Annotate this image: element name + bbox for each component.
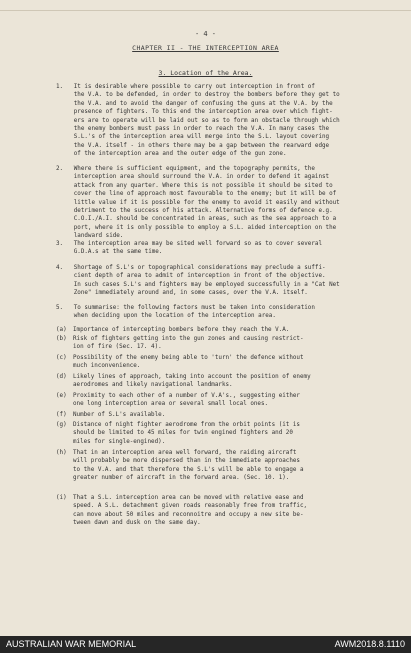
archive-footer (0, 636, 411, 653)
factor-label: (f) (56, 412, 67, 418)
factor-label: (g) (56, 422, 67, 428)
paragraph-3: 3. The interception area may be sited well forward so as to cover several G.D.A.s at the same time. (56, 241, 322, 256)
factor-label: (c) (56, 355, 67, 361)
page-number: - 4 - (194, 30, 217, 38)
factor-text: Possibility of the enemy being able to 'turn' the defence without much inconvenience. (73, 355, 304, 370)
factor-text: Proximity to each other of a number of V.A's., suggesting either one long interception area or several small local ones. (73, 393, 300, 408)
factor-text: That in an interception area well forward, the raiding aircraft will probably be more dispersed than in the immediate approaches to the V.A. and that therefore the S.L's will be able to engage a greater number of aircraft in the forward area. (Sec. 10. 1). (73, 450, 304, 482)
paragraph-5: 5. To summarise: the following factors must be taken into consideration when deciding upon the location of the interception area. (56, 305, 315, 320)
factor-label: (e) (56, 393, 67, 399)
factor-text: Importance of intercepting bombers before they reach the V.A. (73, 327, 290, 333)
page-fold-line (0, 10, 411, 11)
factor-text: That a S.L. interception area can be moved with relative ease and speed. A S.L. detachment given roads reasonably free from traffic, can move about 50 miles and reconnoitre and occupy a new site be- tween dawn and dusk on the same day. (73, 495, 308, 527)
factor-text: Number of S.L's available. (73, 412, 166, 418)
factor-text: Likely lines of approach, taking into account the position of enemy aerodromes and likely navigational landmarks. (73, 374, 311, 389)
factor-label: (h) (56, 450, 67, 456)
paragraph-1: 1. It is desirable where possible to carry out interception in front of the V.A. to be defended, in order to destroy the bombers before they get to the V.A. and to avoid the danger of confusing the guns at the V.A. by the presence of fighters. To this end the interception area over which fight- ers are to operate will be laid out so as to form an obstacle through which the enemy bombers must pass in order to reach the V.A. In many cases the S.L.'s of the interception area will merge into the S.L. layout covering the V.A. itself - in others there may be a gap between the rearward edge of the interception area and the outer edge of the gun zone. (56, 84, 340, 158)
section-heading: 3. Location of the Area. (158, 69, 253, 77)
factor-label: (a) (56, 327, 67, 333)
paragraph-2: 2. Where there is sufficient equipment, and the topography permits, the interception area should surround the V.A. in order to defend it against attack from any quarter. Where this is not possible it should be sited to cover the line of approach most favourable to the enemy; but it will be of little value if it is possible for the enemy to avoid it easily and without detriment to the success of his attack. Alternative forms of defence e.g. C.O.I./A.I. should be concentrated in areas, such as the sea approach to a port, where it is only possible to employ a S.L. aided interception on the landward side. (56, 166, 340, 240)
factor-text: Distance of night fighter aerodrome from the orbit points (it is should be limited to 45 miles for twin engined fighters and 20 miles for single-engined). (73, 422, 300, 445)
archive-name: AUSTRALIAN WAR MEMORIAL (6, 639, 137, 649)
factor-label: (d) (56, 374, 67, 380)
archive-reference: AWM2018.8.1110 (334, 639, 405, 649)
factor-label: (i) (56, 495, 67, 501)
factor-text: Risk of fighters getting into the gun zones and causing restrict- ion of fire (Sec. 17. 4). (73, 336, 304, 351)
factor-label: (b) (56, 336, 67, 342)
paragraph-4: 4. Shortage of S.L's or topographical considerations may preclude a suffi- cient depth of area to admit of interception in front of the objective. In such cases S.L's and fighters may be employed successfully in a "Cat Net Zone" immediately around and, in some cases, over the V.A. itself. (56, 265, 340, 297)
chapter-heading: CHAPTER II - THE INTERCEPTION AREA (132, 44, 279, 52)
